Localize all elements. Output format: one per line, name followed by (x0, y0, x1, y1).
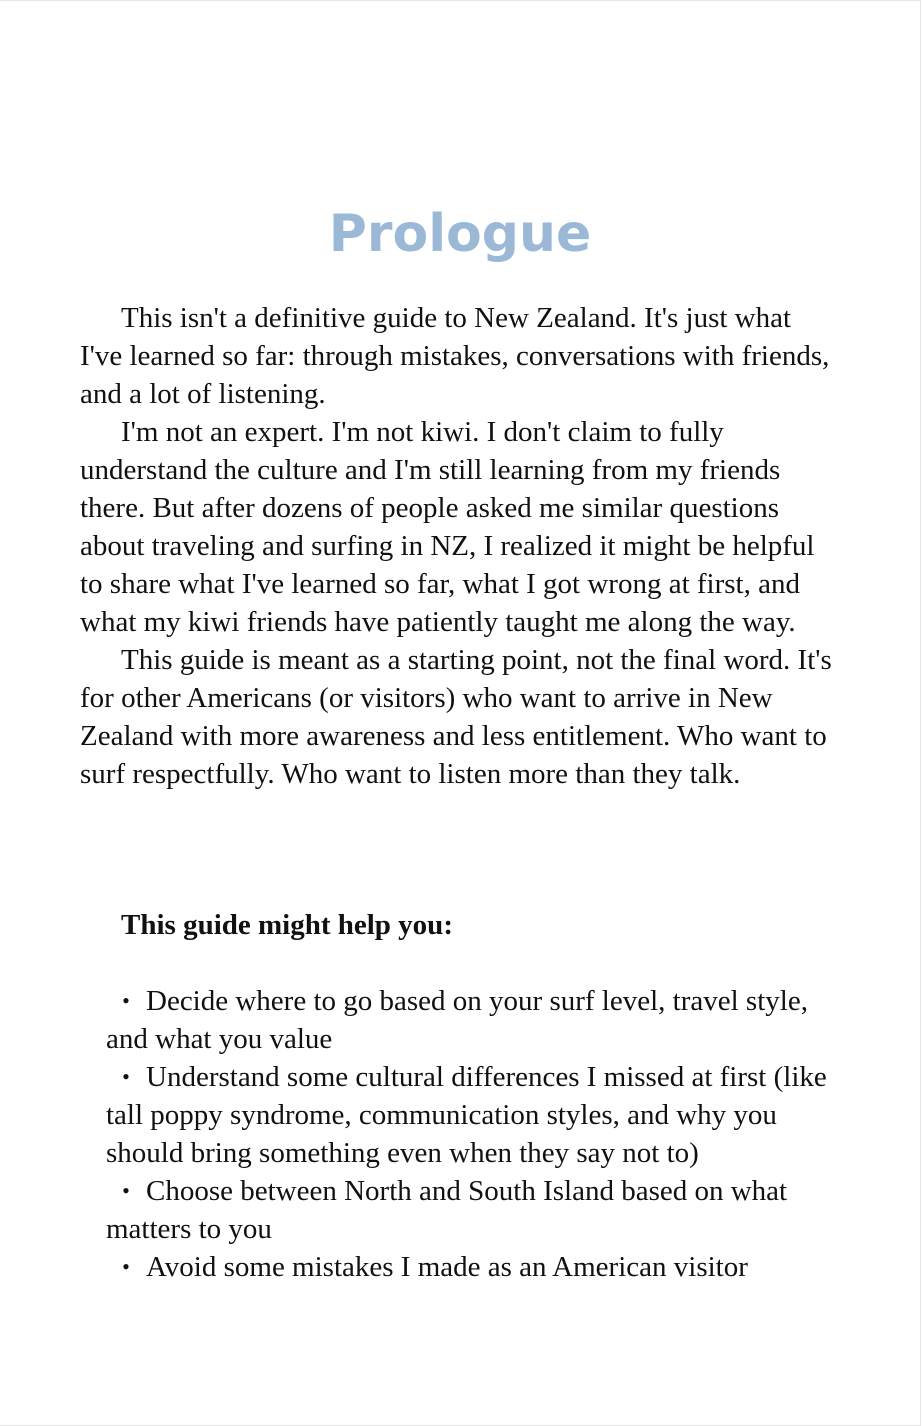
bullet-icon: • (122, 1254, 130, 1279)
list-item-text: Avoid some mistakes I made as an American visitor (146, 1251, 748, 1283)
bullet-icon: • (122, 1064, 130, 1089)
paragraph-3: This guide is meant as a starting point, not the final word. It's for other Americans (or visitors) who want to arrive in New Zealand with more awareness and less entitlement. Who want to surf respectfully. Who want to listen more than they talk. (80, 644, 832, 790)
help-list (106, 982, 840, 1286)
list-item-text: Decide where to go based on your surf level, travel style, and what you value (106, 985, 808, 1055)
list-heading: This guide might help you: (121, 909, 453, 941)
list-item (106, 982, 840, 1058)
list-item (106, 1172, 840, 1248)
bullet-icon: • (122, 1178, 130, 1203)
list-item (106, 1058, 840, 1172)
list-item-text: Choose between North and South Island based on what matters to you (106, 1175, 788, 1245)
list-item (106, 1248, 840, 1286)
paragraph-1: This isn't a definitive guide to New Zealand. It's just what I've learned so far: through mistakes, conversations with friends, and a lot of listening. (80, 302, 830, 410)
list-item-text: Understand some cultural differences I missed at first (like tall poppy syndrome, communication styles, and why you should bring something even when they say not to) (106, 1061, 827, 1169)
paragraph-2: I'm not an expert. I'm not kiwi. I don't claim to fully understand the culture and I'm still learning from my friends there. But after dozens of people asked me similar questions about traveling and surfing in NZ, I realized it might be helpful to share what I've learned so far, what I got wrong at first, and what my kiwi friends have patiently taught me along the way. (80, 416, 815, 638)
page-title: Prologue (328, 204, 592, 264)
prologue-body (80, 299, 840, 793)
bullet-icon: • (122, 988, 130, 1013)
